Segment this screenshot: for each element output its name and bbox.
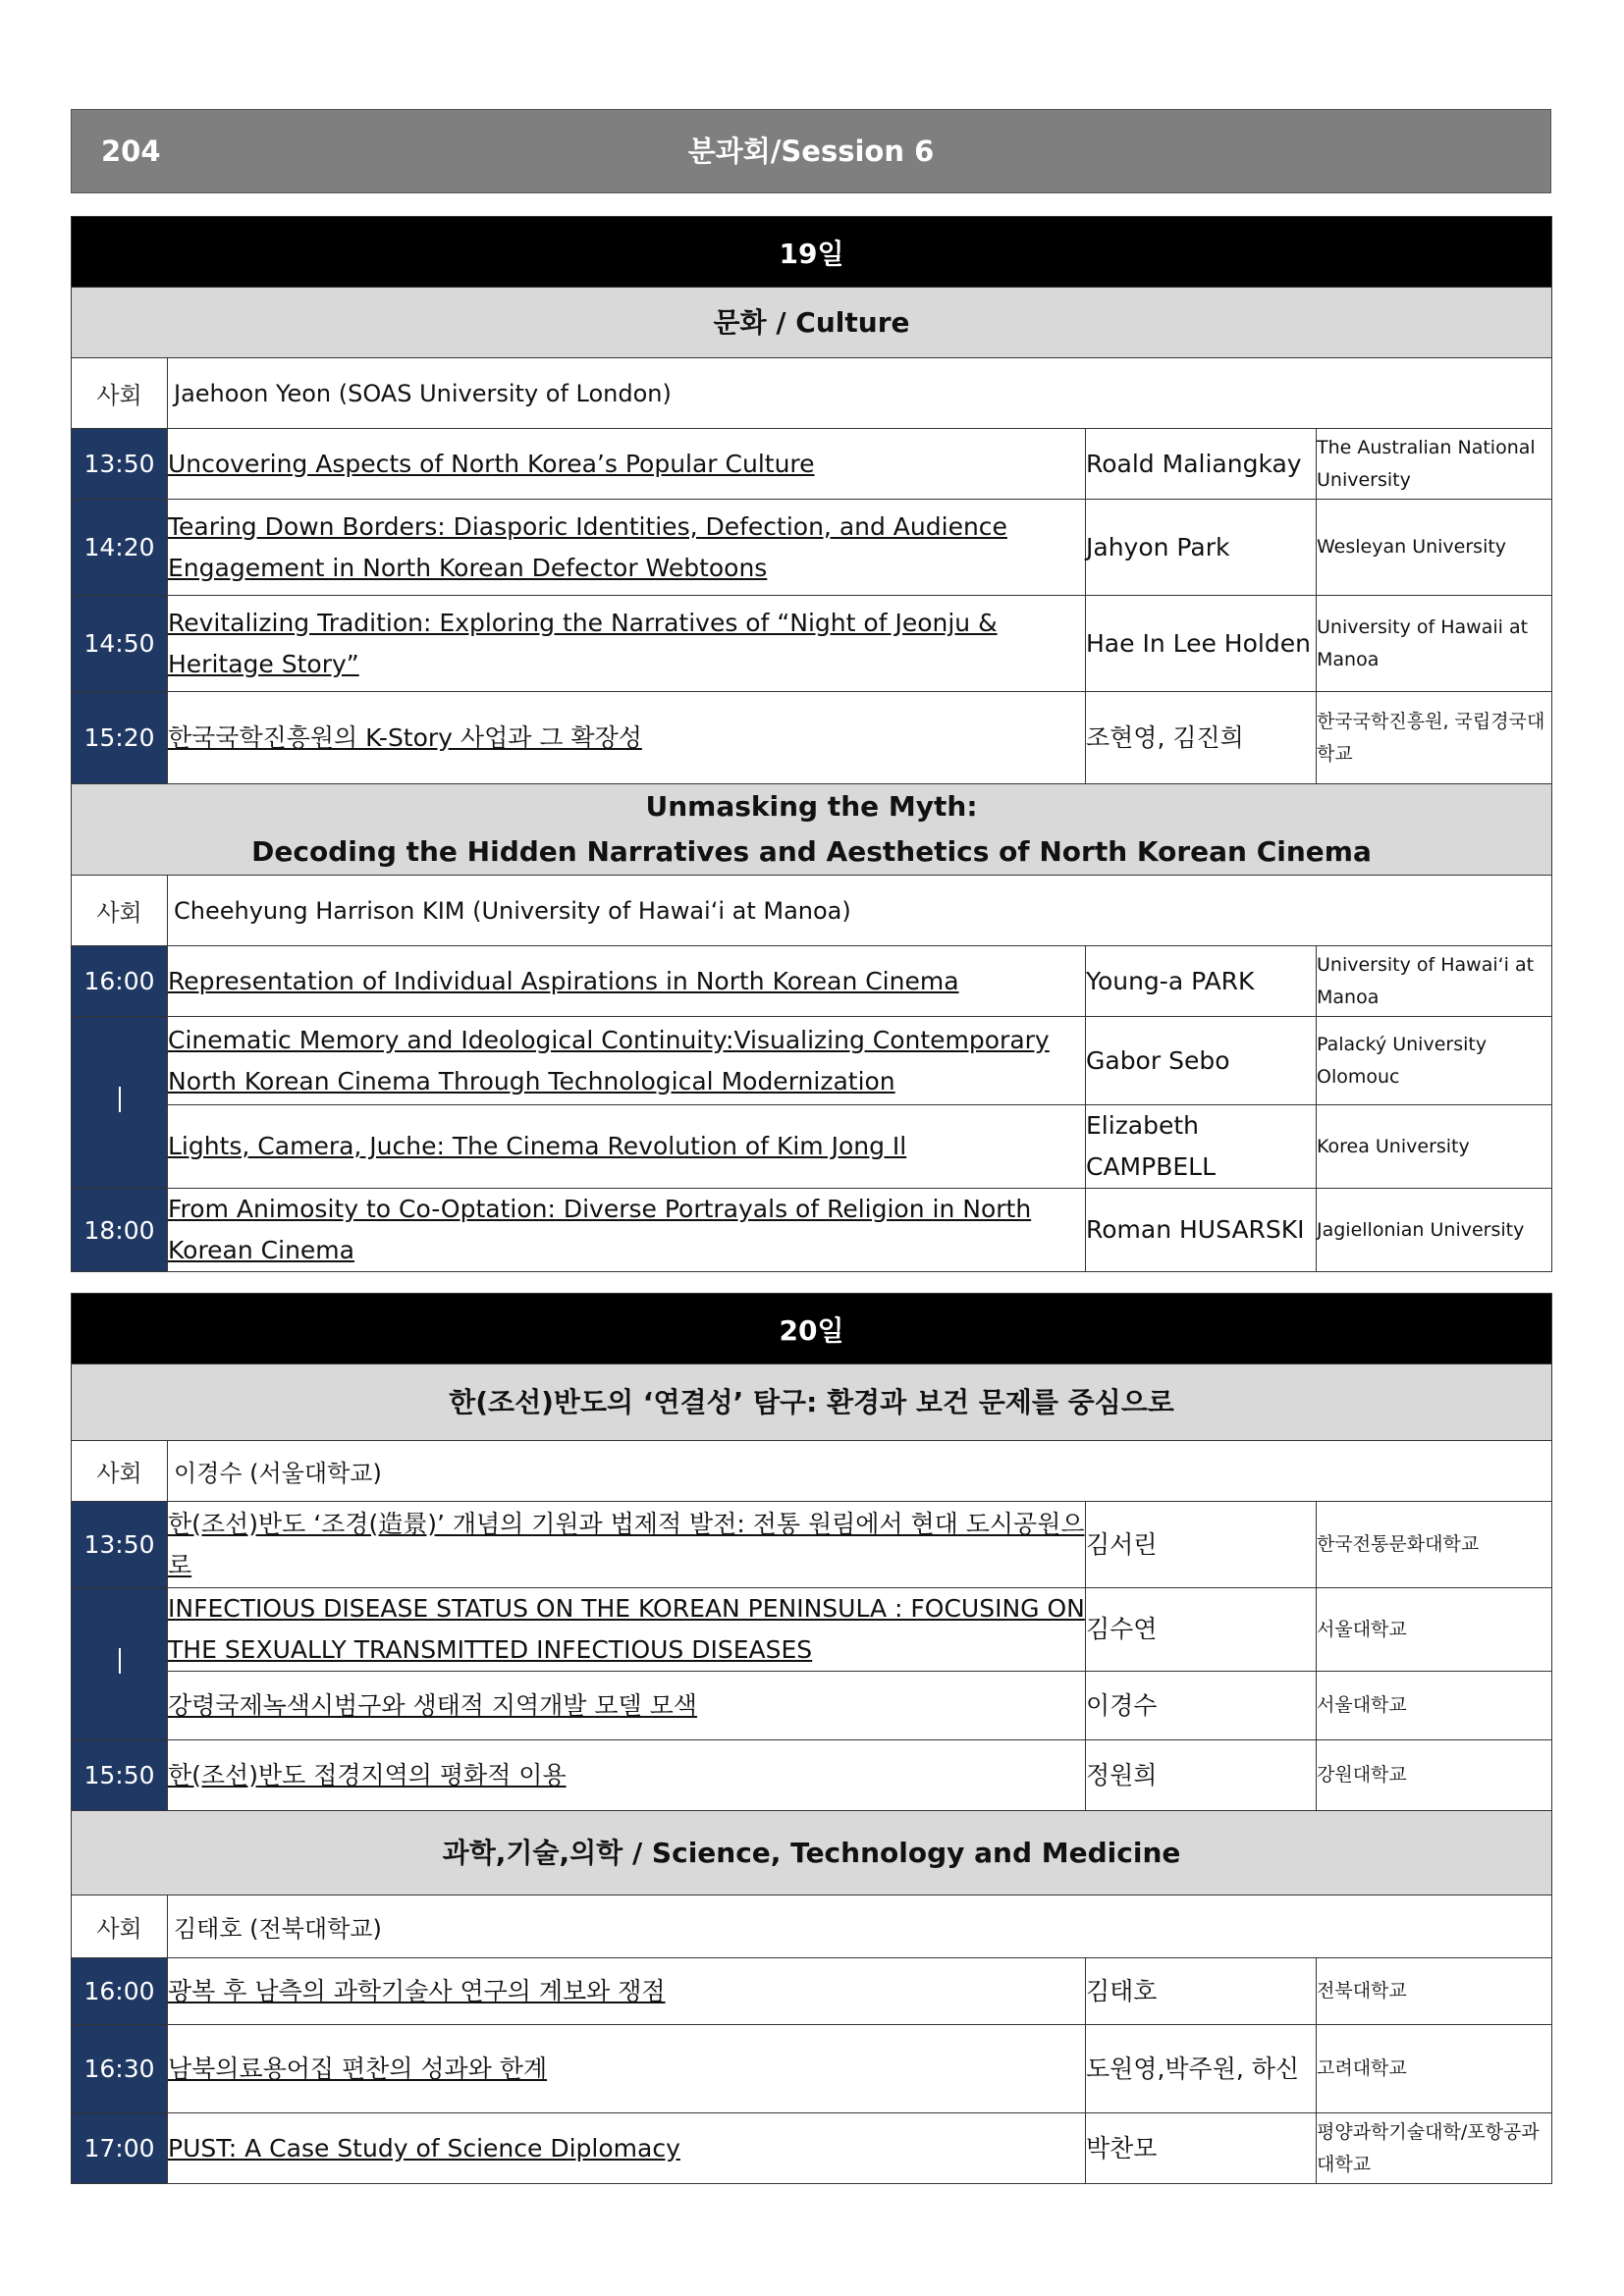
talk-title[interactable]: 한(조선)반도 ‘조경(造景)’ 개념의 기원과 법제적 발전: 전통 원림에서 현대 도시공원으로 xyxy=(168,1509,1085,1579)
table-row xyxy=(72,500,1552,596)
affiliation: 고려대학교 xyxy=(1317,2025,1552,2113)
time-range-divider xyxy=(72,1588,168,1740)
day-label: 20일 xyxy=(72,1294,1552,1364)
affiliation: Jagiellonian University xyxy=(1317,1189,1552,1272)
affiliation: 평양과학기술대학/포항공과대학교 xyxy=(1317,2113,1552,2184)
affiliation: 한국국학진흥원, 국립경국대학교 xyxy=(1317,692,1552,784)
speaker-name: Jahyon Park xyxy=(1086,500,1317,596)
affiliation: University of Hawaii at Manoa xyxy=(1317,596,1552,692)
talk-title-link[interactable] xyxy=(168,1672,1086,1740)
table-row xyxy=(72,2113,1552,2184)
time-range-divider xyxy=(72,1017,168,1189)
table-row xyxy=(72,692,1552,784)
talk-title-link[interactable] xyxy=(168,1958,1086,2025)
time-slot: 13:50 xyxy=(72,429,168,500)
table-row xyxy=(72,1672,1552,1740)
talk-title[interactable]: 광복 후 남측의 과학기술사 연구의 계보와 쟁점 xyxy=(168,1976,666,2005)
talk-title-link[interactable] xyxy=(168,1017,1086,1105)
talk-title-link[interactable] xyxy=(168,429,1086,500)
table-row xyxy=(72,1105,1552,1189)
chair-name: Cheehyung Harrison KIM (University of Hawai‘i at Manoa) xyxy=(168,876,1552,946)
section-header-culture xyxy=(72,288,1552,358)
time-slot: 16:00 xyxy=(72,946,168,1017)
talk-title[interactable]: Representation of Individual Aspirations in North Korean Cinema xyxy=(168,966,959,995)
table-row xyxy=(72,1958,1552,2025)
speaker-name: 이경수 xyxy=(1086,1672,1317,1740)
section-title: 과학,기술,의학 / Science, Technology and Medicine xyxy=(72,1811,1552,1896)
talk-title[interactable]: Lights, Camera, Juche: The Cinema Revolution of Kim Jong Il xyxy=(168,1132,907,1160)
talk-title-link[interactable] xyxy=(168,1105,1086,1189)
page-number: 204 xyxy=(101,134,161,168)
speaker-name: 박찬모 xyxy=(1086,2113,1317,2184)
talk-title-link[interactable] xyxy=(168,946,1086,1017)
talk-title-link[interactable] xyxy=(168,596,1086,692)
talk-title[interactable]: From Animosity to Co-Optation: Diverse Portrayals of Religion in North Korean Cinema xyxy=(168,1195,1032,1264)
talk-title[interactable]: PUST: A Case Study of Science Diplomacy xyxy=(168,2133,680,2163)
talk-title[interactable]: INFECTIOUS DISEASE STATUS ON THE KOREAN PENINSULA : FOCUSING ON THE SEXUALLY TRANSMITTED INFECTIOUS DISEASES xyxy=(168,1594,1085,1664)
talk-title-link[interactable] xyxy=(168,1740,1086,1811)
affiliation: 서울대학교 xyxy=(1317,1588,1552,1672)
affiliation: The Australian National University xyxy=(1317,429,1552,500)
page-header xyxy=(71,109,1551,193)
section-title: 문화 / Culture xyxy=(72,288,1552,358)
speaker-name: Hae In Lee Holden xyxy=(1086,596,1317,692)
time-separator-icon xyxy=(119,1087,121,1112)
section-title xyxy=(72,784,1552,876)
chair-label: 사회 xyxy=(72,358,168,429)
talk-title[interactable]: 강령국제녹색시범구와 생태적 지역개발 모델 모색 xyxy=(168,1690,697,1720)
speaker-name: Young-a PARK xyxy=(1086,946,1317,1017)
affiliation: 강원대학교 xyxy=(1317,1740,1552,1811)
speaker-name: Roald Maliangkay xyxy=(1086,429,1317,500)
speaker-name: 도원영,박주원, 하신 xyxy=(1086,2025,1317,2113)
table-row xyxy=(72,1740,1552,1811)
section-header-science xyxy=(72,1811,1552,1896)
chair-label: 사회 xyxy=(72,1896,168,1958)
affiliation: Wesleyan University xyxy=(1317,500,1552,596)
table-row xyxy=(72,596,1552,692)
talk-title[interactable]: Cinematic Memory and Ideological Continuity:Visualizing Contemporary North Korean Cinema Through Technological Modernization xyxy=(168,1025,1050,1095)
time-slot: 16:00 xyxy=(72,1958,168,2025)
chair-label: 사회 xyxy=(72,1441,168,1502)
schedule-day-19 xyxy=(71,216,1552,1272)
chair-row xyxy=(72,1896,1552,1958)
section-title-line1: Unmasking the Myth: xyxy=(645,790,978,823)
talk-title-link[interactable] xyxy=(168,692,1086,784)
affiliation: Korea University xyxy=(1317,1105,1552,1189)
time-slot: 16:30 xyxy=(72,2025,168,2113)
section-title-line2: Decoding the Hidden Narratives and Aesthetics of North Korean Cinema xyxy=(251,835,1372,868)
affiliation: University of Hawai‘i at Manoa xyxy=(1317,946,1552,1017)
chair-name: 이경수 (서울대학교) xyxy=(168,1441,1552,1502)
talk-title[interactable]: Revitalizing Tradition: Exploring the Narratives of “Night of Jeonju & Heritage Story” xyxy=(168,608,998,678)
table-row xyxy=(72,1588,1552,1672)
talk-title[interactable]: 한국국학진흥원의 K-Story 사업과 그 확장성 xyxy=(168,722,642,752)
talk-title-link[interactable] xyxy=(168,2113,1086,2184)
day-header-row xyxy=(72,217,1552,288)
schedule-day-20 xyxy=(71,1293,1552,2184)
time-slot: 15:20 xyxy=(72,692,168,784)
speaker-name: Roman HUSARSKI xyxy=(1086,1189,1317,1272)
speaker-name: Elizabeth CAMPBELL xyxy=(1086,1105,1317,1189)
talk-title-link[interactable] xyxy=(168,2025,1086,2113)
talk-title-link[interactable] xyxy=(168,1189,1086,1272)
page-title: 분과회/Session 6 xyxy=(687,134,935,168)
section-header-connectivity xyxy=(72,1364,1552,1441)
chair-name: Jaehoon Yeon (SOAS University of London) xyxy=(168,358,1552,429)
table-row xyxy=(72,1189,1552,1272)
speaker-name: Gabor Sebo xyxy=(1086,1017,1317,1105)
talk-title[interactable]: 남북의료용어집 편찬의 성과와 한계 xyxy=(168,2054,548,2083)
table-row xyxy=(72,2025,1552,2113)
chair-label: 사회 xyxy=(72,876,168,946)
affiliation: 전북대학교 xyxy=(1317,1958,1552,2025)
chair-row xyxy=(72,358,1552,429)
speaker-name: 김수연 xyxy=(1086,1588,1317,1672)
affiliation: Palacký University Olomouc xyxy=(1317,1017,1552,1105)
table-row xyxy=(72,1017,1552,1105)
table-row xyxy=(72,946,1552,1017)
speaker-name: 조현영, 김진희 xyxy=(1086,692,1317,784)
day-label: 19일 xyxy=(72,217,1552,288)
talk-title[interactable]: Tearing Down Borders: Diasporic Identities, Defection, and Audience Engagement in North Korean Defector Webtoons xyxy=(168,511,1007,582)
time-slot: 14:20 xyxy=(72,500,168,596)
talk-title-link[interactable] xyxy=(168,1502,1086,1588)
speaker-name: 김태호 xyxy=(1086,1958,1317,2025)
section-header-cinema xyxy=(72,784,1552,876)
day-header-row xyxy=(72,1294,1552,1364)
chair-row xyxy=(72,1441,1552,1502)
talk-title[interactable]: 한(조선)반도 접경지역의 평화적 이용 xyxy=(168,1760,567,1789)
affiliation: 서울대학교 xyxy=(1317,1672,1552,1740)
time-slot: 18:00 xyxy=(72,1189,168,1272)
time-slot: 17:00 xyxy=(72,2113,168,2184)
time-slot: 13:50 xyxy=(72,1502,168,1588)
table-row xyxy=(72,429,1552,500)
talk-title[interactable]: Uncovering Aspects of North Korea’s Popular Culture xyxy=(168,449,815,478)
section-title: 한(조선)반도의 ‘연결성’ 탐구: 환경과 보건 문제를 중심으로 xyxy=(72,1364,1552,1441)
talk-title-link[interactable] xyxy=(168,1588,1086,1672)
chair-name: 김태호 (전북대학교) xyxy=(168,1896,1552,1958)
speaker-name: 정원희 xyxy=(1086,1740,1317,1811)
affiliation: 한국전통문화대학교 xyxy=(1317,1502,1552,1588)
table-row xyxy=(72,1502,1552,1588)
time-slot: 14:50 xyxy=(72,596,168,692)
talk-title-link[interactable] xyxy=(168,500,1086,596)
chair-row xyxy=(72,876,1552,946)
time-separator-icon xyxy=(119,1648,121,1674)
speaker-name: 김서린 xyxy=(1086,1502,1317,1588)
time-slot: 15:50 xyxy=(72,1740,168,1811)
